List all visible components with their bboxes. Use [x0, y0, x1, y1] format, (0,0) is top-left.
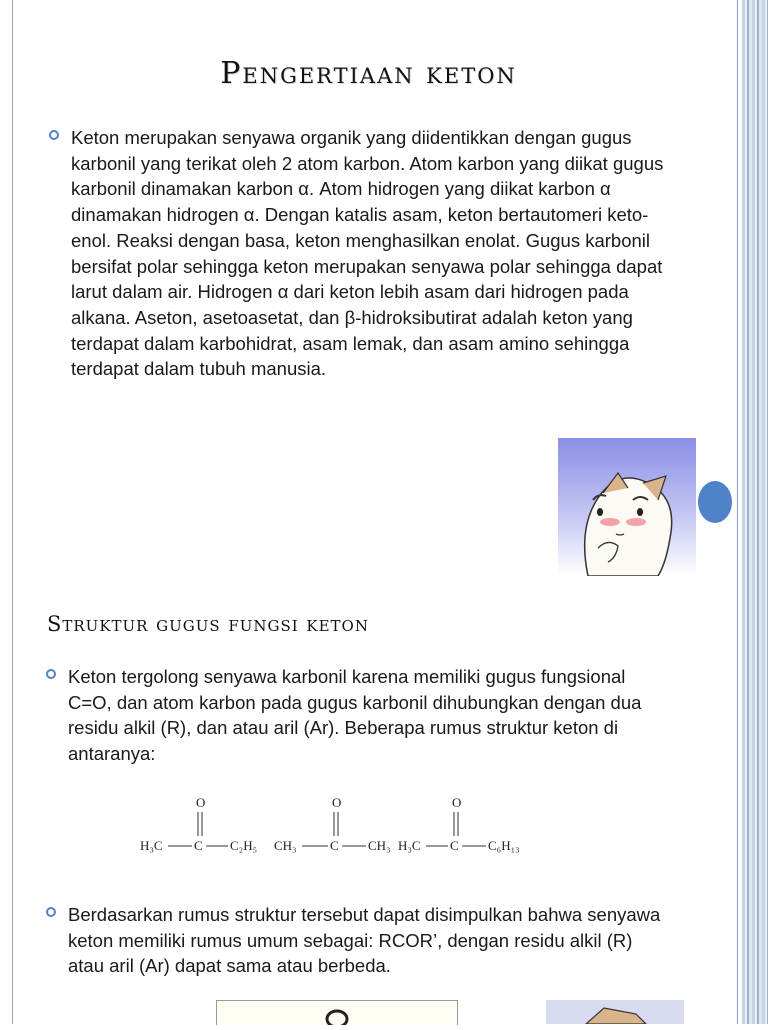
formula-1-left: H₃C: [140, 838, 163, 853]
bullet-circle-icon: [46, 907, 56, 917]
structure-text: Keton tergolong senyawa karbonil karena memiliki gugus fungsional C=O, dan atom karbon pada gugus karbonil dihubungkan dengan dua residu alkil (R), dan atau aril (Ar). Beberapa rumus struktur keton di antaranya:: [68, 666, 642, 765]
oxygen-label: O: [196, 795, 206, 810]
formula-2-left: CH₃: [274, 838, 297, 853]
bullet-circle-icon: [49, 130, 59, 140]
formula-1: [140, 795, 257, 853]
oxygen-label: O: [452, 795, 462, 810]
thinking-cartoon-image: [558, 438, 696, 576]
cartoon-image-partial: [546, 1000, 684, 1024]
definition-text: Keton merupakan senyawa organik yang diidentikkan dengan gugus karbonil yang terikat oleh 2 atom karbon. Atom karbon yang diikat gugus karbonil dinamakan karbon α. Atom hidrogen yang diikat karbon α dinamakan hidrogen α. Dengan katalis asam, keton bertautomeri keto-enol. Reaksi dengan basa, keton menghasilkan enolat. Gugus karbonil bersifat polar sehingga keton merupakan senyawa polar sehingga dapat larut dalam air. Hidrogen α dari keton lebih asam dari hidrogen pada alkana. Aseton, asetoasetat, dan β-hidroksibutirat adalah keton yang terdapat dalam karbohidrat, asam lemak, dan asam amino sehingga terdapat dalam tubuh manusia.: [71, 127, 664, 380]
bullet-definition: [49, 125, 669, 382]
carbon-label: C: [194, 838, 203, 853]
formula-1-right: C₂H₅: [230, 838, 258, 853]
decorative-stripes: [742, 0, 768, 1024]
carbon-label: C: [330, 838, 339, 853]
section-heading: Struktur gugus fungsi keton: [47, 612, 369, 636]
ketone-structural-formulas: [140, 790, 540, 875]
formula-2: [274, 795, 391, 853]
general-formula-box: [216, 1000, 458, 1025]
conclusion-text: Berdasarkan rumus struktur tersebut dapat disimpulkan bahwa senyawa keton memiliki rumus umum sebagai: RCOR’, dengan residu alkil (R) atau aril (Ar) dapat sama atau berbeda.: [68, 904, 661, 977]
frame-left-line: [12, 0, 13, 1024]
bullet-circle-icon: [46, 669, 56, 679]
formula-3: [398, 795, 520, 853]
formula-3-right: C₆H₁₃: [488, 838, 520, 853]
formula-2-right: CH₃: [368, 838, 391, 853]
bullet-structure: [46, 664, 646, 767]
bullet-conclusion: [46, 902, 666, 979]
page-title: Pengertiaan keton: [220, 56, 517, 91]
oxygen-label: O: [332, 795, 342, 810]
decorative-dot: [698, 481, 732, 523]
frame-right-line: [737, 0, 738, 1024]
formula-3-left: H₃C: [398, 838, 421, 853]
carbon-label: C: [450, 838, 459, 853]
